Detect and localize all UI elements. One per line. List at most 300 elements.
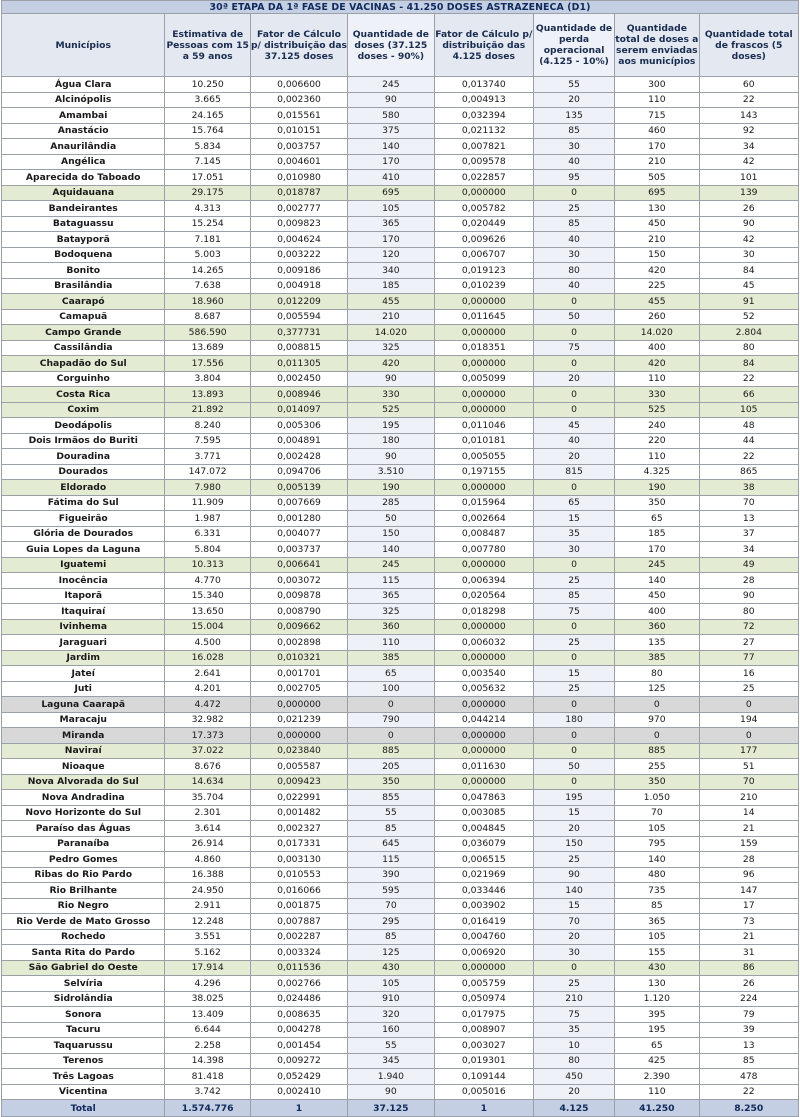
table-row bbox=[2, 1022, 799, 1038]
cell-municipio: Ribas do Rio Pardo bbox=[2, 867, 165, 883]
cell-fator-37125: 0,003737 bbox=[250, 542, 347, 558]
cell-municipio: Anastácio bbox=[2, 123, 165, 139]
cell-total-doses: 460 bbox=[615, 123, 699, 139]
cell-fator-37125: 0,006641 bbox=[250, 557, 347, 573]
cell-fator-4125: 0,000000 bbox=[434, 557, 533, 573]
cell-estimativa: 8.240 bbox=[165, 418, 250, 434]
cell-fator-37125: 0,017331 bbox=[250, 836, 347, 852]
table-row bbox=[2, 805, 799, 821]
cell-perda-operacional: 140 bbox=[533, 883, 614, 899]
cell-perda-operacional: 135 bbox=[533, 108, 614, 124]
cell-municipio: Fátima do Sul bbox=[2, 495, 165, 511]
table-row bbox=[2, 170, 799, 186]
cell-fator-37125: 0,002777 bbox=[250, 201, 347, 217]
cell-quantidade-doses: 105 bbox=[348, 976, 435, 992]
cell-quantidade-doses: 140 bbox=[348, 139, 435, 155]
cell-fator-4125: 0,006707 bbox=[434, 247, 533, 263]
cell-municipio: Anaurilândia bbox=[2, 139, 165, 155]
cell-municipio: Ivinhema bbox=[2, 619, 165, 635]
table-row bbox=[2, 278, 799, 294]
cell-perda-operacional: 180 bbox=[533, 712, 614, 728]
table-row bbox=[2, 449, 799, 465]
cell-quantidade-doses: 340 bbox=[348, 263, 435, 279]
cell-estimativa: 12.248 bbox=[165, 914, 250, 930]
table-row bbox=[2, 495, 799, 511]
cell-perda-operacional: 85 bbox=[533, 216, 614, 232]
cell-quantidade-doses: 170 bbox=[348, 232, 435, 248]
table-row bbox=[2, 1007, 799, 1023]
cell-total-frascos: 91 bbox=[699, 294, 798, 310]
cell-municipio: Inocência bbox=[2, 573, 165, 589]
cell-total-doses: 260 bbox=[615, 309, 699, 325]
table-row bbox=[2, 1069, 799, 1085]
cell-quantidade-doses: 330 bbox=[348, 387, 435, 403]
cell-total-doses: 330 bbox=[615, 387, 699, 403]
cell-perda-operacional: 195 bbox=[533, 790, 614, 806]
cell-total-frascos: 92 bbox=[699, 123, 798, 139]
cell-fator-4125: 0,000000 bbox=[434, 480, 533, 496]
cell-quantidade-doses: 695 bbox=[348, 185, 435, 201]
cell-fator-37125: 0,010321 bbox=[250, 650, 347, 666]
cell-perda-operacional: 50 bbox=[533, 759, 614, 775]
table-row bbox=[2, 356, 799, 372]
cell-estimativa: 147.072 bbox=[165, 464, 250, 480]
cell-fator-4125: 0,197155 bbox=[434, 464, 533, 480]
cell-estimativa: 14.634 bbox=[165, 774, 250, 790]
cell-perda-operacional: 15 bbox=[533, 898, 614, 914]
table-row bbox=[2, 402, 799, 418]
table-row bbox=[2, 557, 799, 573]
cell-fator-37125: 0,022991 bbox=[250, 790, 347, 806]
cell-quantidade-doses: 120 bbox=[348, 247, 435, 263]
cell-total-frascos: 73 bbox=[699, 914, 798, 930]
table-row bbox=[2, 201, 799, 217]
table-row bbox=[2, 1038, 799, 1054]
cell-estimativa: 2.301 bbox=[165, 805, 250, 821]
cell-quantidade-doses: 150 bbox=[348, 526, 435, 542]
cell-quantidade-doses: 160 bbox=[348, 1022, 435, 1038]
table-row bbox=[2, 232, 799, 248]
table-row bbox=[2, 1053, 799, 1069]
cell-perda-operacional: 50 bbox=[533, 309, 614, 325]
cell-total-doses: 190 bbox=[615, 480, 699, 496]
cell-total-doses: 430 bbox=[615, 960, 699, 976]
cell-quantidade-doses: 580 bbox=[348, 108, 435, 124]
cell-quantidade-doses: 525 bbox=[348, 402, 435, 418]
cell-fator-37125: 0,014097 bbox=[250, 402, 347, 418]
cell-fator-37125: 0,004601 bbox=[250, 154, 347, 170]
table-row bbox=[2, 697, 799, 713]
cell-total-doses: 155 bbox=[615, 945, 699, 961]
cell-perda-operacional: 75 bbox=[533, 604, 614, 620]
cell-municipio: Caarapó bbox=[2, 294, 165, 310]
cell-estimativa: 7.980 bbox=[165, 480, 250, 496]
cell-total-frascos: 865 bbox=[699, 464, 798, 480]
cell-fator-4125: 0,018298 bbox=[434, 604, 533, 620]
cell-municipio: São Gabriel do Oeste bbox=[2, 960, 165, 976]
cell-fator-4125: 0,011630 bbox=[434, 759, 533, 775]
cell-estimativa: 14.265 bbox=[165, 263, 250, 279]
cell-fator-4125: 0,016419 bbox=[434, 914, 533, 930]
cell-perda-operacional: 25 bbox=[533, 201, 614, 217]
cell-municipio: Dois Irmãos do Buriti bbox=[2, 433, 165, 449]
cell-quantidade-doses: 285 bbox=[348, 495, 435, 511]
total-frascos: 8.250 bbox=[699, 1100, 798, 1117]
cell-fator-4125: 0,006032 bbox=[434, 635, 533, 651]
cell-fator-4125: 0,011645 bbox=[434, 309, 533, 325]
cell-fator-4125: 0,019123 bbox=[434, 263, 533, 279]
table-row bbox=[2, 526, 799, 542]
cell-perda-operacional: 150 bbox=[533, 836, 614, 852]
cell-perda-operacional: 40 bbox=[533, 278, 614, 294]
cell-total-doses: 185 bbox=[615, 526, 699, 542]
cell-total-doses: 695 bbox=[615, 185, 699, 201]
cell-fator-4125: 0,009578 bbox=[434, 154, 533, 170]
cell-estimativa: 8.676 bbox=[165, 759, 250, 775]
cell-quantidade-doses: 55 bbox=[348, 805, 435, 821]
cell-fator-4125: 0,000000 bbox=[434, 356, 533, 372]
cell-total-frascos: 38 bbox=[699, 480, 798, 496]
cell-total-frascos: 105 bbox=[699, 402, 798, 418]
cell-total-doses: 425 bbox=[615, 1053, 699, 1069]
cell-municipio: Aparecida do Taboado bbox=[2, 170, 165, 186]
table-row bbox=[2, 1084, 799, 1100]
cell-municipio: Nova Andradina bbox=[2, 790, 165, 806]
cell-municipio: Eldorado bbox=[2, 480, 165, 496]
cell-municipio: Naviraí bbox=[2, 743, 165, 759]
cell-perda-operacional: 40 bbox=[533, 232, 614, 248]
cell-total-frascos: 48 bbox=[699, 418, 798, 434]
cell-fator-37125: 0,000000 bbox=[250, 728, 347, 744]
cell-total-doses: 70 bbox=[615, 805, 699, 821]
cell-fator-4125: 0,000000 bbox=[434, 960, 533, 976]
table-row bbox=[2, 914, 799, 930]
cell-municipio: Bonito bbox=[2, 263, 165, 279]
cell-estimativa: 17.373 bbox=[165, 728, 250, 744]
cell-total-doses: 505 bbox=[615, 170, 699, 186]
cell-perda-operacional: 0 bbox=[533, 960, 614, 976]
table-row bbox=[2, 263, 799, 279]
cell-fator-4125: 0,008487 bbox=[434, 526, 533, 542]
table-row bbox=[2, 418, 799, 434]
cell-total-frascos: 16 bbox=[699, 666, 798, 682]
cell-perda-operacional: 25 bbox=[533, 852, 614, 868]
cell-estimativa: 8.687 bbox=[165, 309, 250, 325]
cell-total-frascos: 30 bbox=[699, 247, 798, 263]
cell-fator-37125: 0,010151 bbox=[250, 123, 347, 139]
table-row bbox=[2, 836, 799, 852]
cell-quantidade-doses: 885 bbox=[348, 743, 435, 759]
cell-estimativa: 37.022 bbox=[165, 743, 250, 759]
cell-municipio: Água Clara bbox=[2, 77, 165, 93]
cell-quantidade-doses: 365 bbox=[348, 216, 435, 232]
header-estimativa: Estimativa de Pessoas com 15 a 59 anos bbox=[165, 14, 250, 77]
cell-fator-37125: 0,008946 bbox=[250, 387, 347, 403]
header-total-frascos: Quantidade total de frascos (5 doses) bbox=[699, 14, 798, 77]
cell-total-frascos: 37 bbox=[699, 526, 798, 542]
cell-quantidade-doses: 855 bbox=[348, 790, 435, 806]
table-row bbox=[2, 247, 799, 263]
cell-total-doses: 65 bbox=[615, 511, 699, 527]
table-row bbox=[2, 216, 799, 232]
cell-estimativa: 2.641 bbox=[165, 666, 250, 682]
cell-fator-37125: 0,007887 bbox=[250, 914, 347, 930]
table-row bbox=[2, 433, 799, 449]
cell-perda-operacional: 70 bbox=[533, 914, 614, 930]
cell-fator-37125: 0,009878 bbox=[250, 588, 347, 604]
cell-fator-4125: 0,003540 bbox=[434, 666, 533, 682]
cell-municipio: Glória de Dourados bbox=[2, 526, 165, 542]
cell-estimativa: 35.704 bbox=[165, 790, 250, 806]
table-row bbox=[2, 619, 799, 635]
cell-perda-operacional: 0 bbox=[533, 743, 614, 759]
cell-total-doses: 170 bbox=[615, 542, 699, 558]
cell-quantidade-doses: 325 bbox=[348, 340, 435, 356]
cell-total-doses: 110 bbox=[615, 1084, 699, 1100]
cell-fator-4125: 0,017975 bbox=[434, 1007, 533, 1023]
cell-estimativa: 15.254 bbox=[165, 216, 250, 232]
cell-perda-operacional: 30 bbox=[533, 542, 614, 558]
cell-total-doses: 220 bbox=[615, 433, 699, 449]
cell-fator-37125: 0,010980 bbox=[250, 170, 347, 186]
cell-total-doses: 110 bbox=[615, 449, 699, 465]
cell-quantidade-doses: 430 bbox=[348, 960, 435, 976]
total-fator-37125: 1 bbox=[250, 1100, 347, 1117]
table-row bbox=[2, 991, 799, 1007]
header-municipios: Municípios bbox=[2, 14, 165, 77]
cell-fator-4125: 0,004913 bbox=[434, 92, 533, 108]
cell-quantidade-doses: 90 bbox=[348, 1084, 435, 1100]
total-doses: 41.250 bbox=[615, 1100, 699, 1117]
table-row bbox=[2, 650, 799, 666]
cell-estimativa: 7.638 bbox=[165, 278, 250, 294]
cell-quantidade-doses: 365 bbox=[348, 588, 435, 604]
cell-perda-operacional: 20 bbox=[533, 1084, 614, 1100]
cell-total-frascos: 34 bbox=[699, 139, 798, 155]
cell-perda-operacional: 30 bbox=[533, 945, 614, 961]
cell-total-doses: 195 bbox=[615, 1022, 699, 1038]
cell-estimativa: 13.409 bbox=[165, 1007, 250, 1023]
cell-total-frascos: 159 bbox=[699, 836, 798, 852]
cell-total-doses: 65 bbox=[615, 1038, 699, 1054]
cell-fator-4125: 0,109144 bbox=[434, 1069, 533, 1085]
cell-total-frascos: 90 bbox=[699, 588, 798, 604]
cell-perda-operacional: 15 bbox=[533, 511, 614, 527]
cell-total-doses: 2.390 bbox=[615, 1069, 699, 1085]
cell-perda-operacional: 85 bbox=[533, 123, 614, 139]
cell-fator-4125: 0,005016 bbox=[434, 1084, 533, 1100]
cell-fator-37125: 0,018787 bbox=[250, 185, 347, 201]
cell-fator-4125: 0,007821 bbox=[434, 139, 533, 155]
table-row bbox=[2, 898, 799, 914]
cell-perda-operacional: 0 bbox=[533, 480, 614, 496]
cell-total-frascos: 13 bbox=[699, 511, 798, 527]
cell-total-doses: 4.325 bbox=[615, 464, 699, 480]
cell-total-doses: 365 bbox=[615, 914, 699, 930]
cell-municipio: Amambai bbox=[2, 108, 165, 124]
cell-perda-operacional: 0 bbox=[533, 774, 614, 790]
cell-municipio: Nova Alvorada do Sul bbox=[2, 774, 165, 790]
cell-municipio: Cassilândia bbox=[2, 340, 165, 356]
cell-total-doses: 525 bbox=[615, 402, 699, 418]
cell-fator-37125: 0,015561 bbox=[250, 108, 347, 124]
cell-fator-37125: 0,001454 bbox=[250, 1038, 347, 1054]
cell-estimativa: 81.418 bbox=[165, 1069, 250, 1085]
cell-quantidade-doses: 385 bbox=[348, 650, 435, 666]
cell-perda-operacional: 25 bbox=[533, 573, 614, 589]
cell-estimativa: 4.201 bbox=[165, 681, 250, 697]
cell-estimativa: 7.181 bbox=[165, 232, 250, 248]
cell-fator-4125: 0,000000 bbox=[434, 650, 533, 666]
cell-fator-37125: 0,008815 bbox=[250, 340, 347, 356]
cell-fator-4125: 0,033446 bbox=[434, 883, 533, 899]
cell-quantidade-doses: 90 bbox=[348, 371, 435, 387]
cell-perda-operacional: 210 bbox=[533, 991, 614, 1007]
cell-municipio: Dourados bbox=[2, 464, 165, 480]
cell-municipio: Selvíria bbox=[2, 976, 165, 992]
cell-quantidade-doses: 0 bbox=[348, 728, 435, 744]
cell-total-frascos: 478 bbox=[699, 1069, 798, 1085]
cell-municipio: Novo Horizonte do Sul bbox=[2, 805, 165, 821]
cell-estimativa: 5.804 bbox=[165, 542, 250, 558]
cell-municipio: Bandeirantes bbox=[2, 201, 165, 217]
cell-quantidade-doses: 115 bbox=[348, 573, 435, 589]
table-row bbox=[2, 511, 799, 527]
cell-fator-4125: 0,044214 bbox=[434, 712, 533, 728]
cell-perda-operacional: 35 bbox=[533, 526, 614, 542]
cell-fator-37125: 0,001701 bbox=[250, 666, 347, 682]
table-row bbox=[2, 666, 799, 682]
cell-quantidade-doses: 420 bbox=[348, 356, 435, 372]
cell-fator-37125: 0,002287 bbox=[250, 929, 347, 945]
cell-estimativa: 14.398 bbox=[165, 1053, 250, 1069]
cell-fator-37125: 0,009186 bbox=[250, 263, 347, 279]
cell-estimativa: 4.770 bbox=[165, 573, 250, 589]
table-row bbox=[2, 108, 799, 124]
cell-fator-37125: 0,008790 bbox=[250, 604, 347, 620]
cell-fator-4125: 0,036079 bbox=[434, 836, 533, 852]
cell-quantidade-doses: 140 bbox=[348, 542, 435, 558]
cell-perda-operacional: 15 bbox=[533, 666, 614, 682]
cell-perda-operacional: 45 bbox=[533, 418, 614, 434]
cell-perda-operacional: 20 bbox=[533, 371, 614, 387]
cell-estimativa: 13.650 bbox=[165, 604, 250, 620]
cell-fator-37125: 0,023840 bbox=[250, 743, 347, 759]
cell-quantidade-doses: 790 bbox=[348, 712, 435, 728]
cell-fator-4125: 0,013740 bbox=[434, 77, 533, 93]
cell-total-doses: 240 bbox=[615, 418, 699, 434]
cell-quantidade-doses: 190 bbox=[348, 480, 435, 496]
cell-fator-37125: 0,377731 bbox=[250, 325, 347, 341]
cell-estimativa: 1.987 bbox=[165, 511, 250, 527]
table-row bbox=[2, 774, 799, 790]
cell-total-doses: 1.050 bbox=[615, 790, 699, 806]
cell-quantidade-doses: 320 bbox=[348, 1007, 435, 1023]
cell-total-frascos: 51 bbox=[699, 759, 798, 775]
cell-total-frascos: 22 bbox=[699, 92, 798, 108]
cell-perda-operacional: 40 bbox=[533, 154, 614, 170]
cell-fator-37125: 0,004624 bbox=[250, 232, 347, 248]
table-row bbox=[2, 480, 799, 496]
vaccine-table bbox=[1, 0, 799, 1117]
cell-quantidade-doses: 645 bbox=[348, 836, 435, 852]
cell-total-doses: 140 bbox=[615, 573, 699, 589]
cell-fator-37125: 0,002428 bbox=[250, 449, 347, 465]
table-row bbox=[2, 294, 799, 310]
cell-fator-37125: 0,001280 bbox=[250, 511, 347, 527]
cell-quantidade-doses: 70 bbox=[348, 898, 435, 914]
cell-estimativa: 10.250 bbox=[165, 77, 250, 93]
cell-perda-operacional: 0 bbox=[533, 185, 614, 201]
cell-total-frascos: 85 bbox=[699, 1053, 798, 1069]
cell-municipio: Iguatemi bbox=[2, 557, 165, 573]
cell-perda-operacional: 0 bbox=[533, 402, 614, 418]
table-row bbox=[2, 340, 799, 356]
cell-fator-37125: 0,009662 bbox=[250, 619, 347, 635]
cell-estimativa: 2.258 bbox=[165, 1038, 250, 1054]
cell-quantidade-doses: 100 bbox=[348, 681, 435, 697]
cell-municipio: Sonora bbox=[2, 1007, 165, 1023]
cell-fator-37125: 0,094706 bbox=[250, 464, 347, 480]
cell-perda-operacional: 25 bbox=[533, 976, 614, 992]
cell-quantidade-doses: 350 bbox=[348, 774, 435, 790]
cell-total-doses: 970 bbox=[615, 712, 699, 728]
cell-perda-operacional: 0 bbox=[533, 325, 614, 341]
table-row bbox=[2, 945, 799, 961]
cell-perda-operacional: 65 bbox=[533, 495, 614, 511]
cell-quantidade-doses: 55 bbox=[348, 1038, 435, 1054]
cell-perda-operacional: 90 bbox=[533, 867, 614, 883]
cell-fator-37125: 0,003757 bbox=[250, 139, 347, 155]
cell-perda-operacional: 75 bbox=[533, 340, 614, 356]
cell-perda-operacional: 0 bbox=[533, 557, 614, 573]
cell-fator-37125: 0,003222 bbox=[250, 247, 347, 263]
cell-total-frascos: 22 bbox=[699, 1084, 798, 1100]
total-row bbox=[2, 1100, 799, 1117]
cell-total-doses: 125 bbox=[615, 681, 699, 697]
cell-fator-37125: 0,021239 bbox=[250, 712, 347, 728]
cell-total-frascos: 22 bbox=[699, 371, 798, 387]
header-row bbox=[2, 14, 799, 77]
cell-municipio: Douradina bbox=[2, 449, 165, 465]
cell-fator-4125: 0,010239 bbox=[434, 278, 533, 294]
cell-estimativa: 5.834 bbox=[165, 139, 250, 155]
cell-quantidade-doses: 245 bbox=[348, 557, 435, 573]
cell-quantidade-doses: 455 bbox=[348, 294, 435, 310]
cell-total-doses: 300 bbox=[615, 77, 699, 93]
table-row bbox=[2, 464, 799, 480]
cell-total-frascos: 28 bbox=[699, 852, 798, 868]
cell-total-doses: 420 bbox=[615, 263, 699, 279]
cell-perda-operacional: 30 bbox=[533, 139, 614, 155]
cell-fator-4125: 0,000000 bbox=[434, 774, 533, 790]
cell-municipio: Chapadão do Sul bbox=[2, 356, 165, 372]
cell-quantidade-doses: 65 bbox=[348, 666, 435, 682]
cell-fator-4125: 0,020564 bbox=[434, 588, 533, 604]
cell-quantidade-doses: 170 bbox=[348, 154, 435, 170]
cell-perda-operacional: 80 bbox=[533, 1053, 614, 1069]
cell-municipio: Itaquiraí bbox=[2, 604, 165, 620]
cell-estimativa: 3.742 bbox=[165, 1084, 250, 1100]
cell-municipio: Terenos bbox=[2, 1053, 165, 1069]
cell-quantidade-doses: 410 bbox=[348, 170, 435, 186]
cell-quantidade-doses: 910 bbox=[348, 991, 435, 1007]
cell-municipio: Alcinópolis bbox=[2, 92, 165, 108]
cell-perda-operacional: 35 bbox=[533, 1022, 614, 1038]
cell-quantidade-doses: 245 bbox=[348, 77, 435, 93]
cell-fator-37125: 0,024486 bbox=[250, 991, 347, 1007]
cell-perda-operacional: 10 bbox=[533, 1038, 614, 1054]
